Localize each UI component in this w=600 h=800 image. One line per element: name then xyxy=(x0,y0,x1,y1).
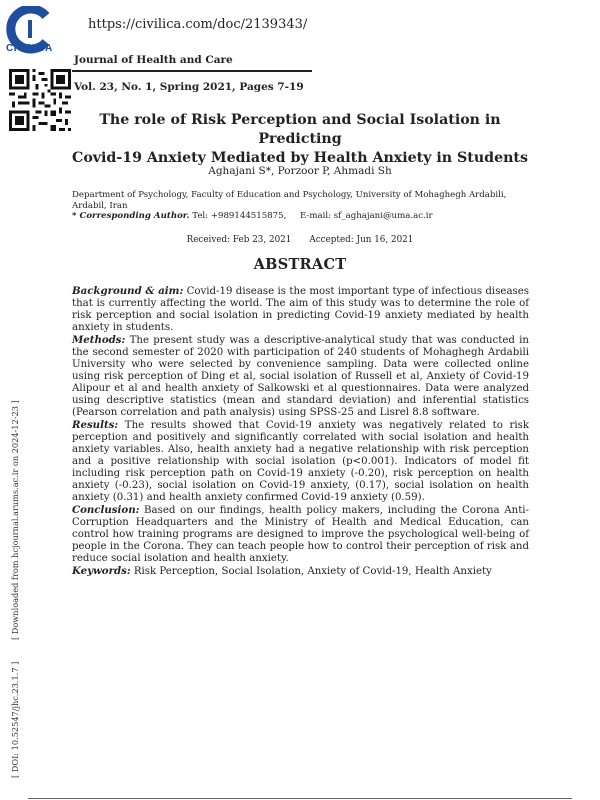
section-text: Based on our findings, health policy makers, including the Corona Anti-Corruption Headquarters and the Ministry of Health and Medical Education, can control how training programs are designed to improve the psychological well-being of people in the Corona. They can teach people how to control their perception of risk and reduce social isolation and health anxiety. xyxy=(72,505,529,564)
volume-info: Vol. 23, No. 1, Spring 2021, Pages 7-19 xyxy=(74,81,304,93)
abstract-background xyxy=(72,285,529,334)
document-url[interactable]: https://civilica.com/doc/2139343/ xyxy=(88,17,308,32)
abstract-body xyxy=(72,285,529,578)
doi-stamp: [ DOI: 10.52547/jhc.23.1.7 ] xyxy=(10,661,20,778)
abstract-heading: ABSTRACT xyxy=(253,256,347,273)
journal-name: Journal of Health and Care xyxy=(74,54,233,66)
section-label: Results: xyxy=(72,419,119,431)
abstract-conclusion xyxy=(72,504,529,565)
section-text: The results showed that Covid-19 anxiety was negatively related to risk perception and positively and significantly correlated with social isolation and health anxiety variables. Also, health anxiety had a negative relationship with risk perception and a positive relationship with social isolation (p<0.001). Indicators of model fit including risk perception path on Covid-19 anxiety (-0.20), risk perception on health anxiety (-0.23), social isolation on Covid-19 anxiety, (0.17), social isolation on health anxiety (0.31) and health anxiety confirmed Covid-19 anxiety (0.59). xyxy=(72,420,529,503)
header-rule xyxy=(72,70,312,72)
footer-rule xyxy=(28,798,572,799)
section-label: Background & aim: xyxy=(72,285,184,297)
section-text: Covid-19 disease is the most important type of infectious diseases that is currently affecting the world. The aim of this study was to determine the role of risk perception and social isolation in predicting Covid-19 anxiety mediated by health anxiety in students. xyxy=(72,286,530,333)
download-stamp: [ Downloaded from hcjournal.arums.ac.ir on 2024-12-23 ] xyxy=(10,400,20,640)
received-date: Received: Feb 23, 2021 xyxy=(186,235,292,245)
article-title xyxy=(60,111,540,168)
section-label: Keywords: xyxy=(72,565,131,577)
accepted-date: Accepted: Jun 16, 2021 xyxy=(309,235,414,245)
title-line-1: The role of Risk Perception and Social Isolation in Predicting xyxy=(99,112,501,147)
dates xyxy=(0,235,600,245)
section-text: Risk Perception, Social Isolation, Anxiety of Covid-19, Health Anxiety xyxy=(130,566,492,577)
abstract-keywords xyxy=(72,565,529,578)
section-label: Methods: xyxy=(72,334,126,346)
corresponding-contact: Tel: +989144515875, E-mail: sf_aghajani@uma.ac.ir xyxy=(189,211,433,221)
abstract-results xyxy=(72,419,529,504)
title-line-2: Covid-19 Anxiety Mediated by Health Anxiety in Students xyxy=(72,150,528,166)
authors: Aghajani S*, Porzoor P, Ahmadi Sh xyxy=(208,165,392,177)
logo-text: CIVILICA xyxy=(6,43,53,54)
affiliation: Department of Psychology, Faculty of Education and Psychology, University of Mohaghegh Ardabili, Ardabil, Iran xyxy=(72,190,507,211)
section-text: The present study was a descriptive-analytical study that was conducted in the second semester of 2020 with participation of 240 students of Mohaghegh Ardabili University who were selected by convenience sampling. Data were collected online using risk perception of Ding et al, social isolation of Russell et al, Anxiety of Covid-19 Alipour et al and health anxiety of Salkowski et al questionnaires. Data were analyzed using descriptive statistics (mean and standard deviation) and inferential statistics (Pearson correlation and path analysis) using SPSS-25 and Lisrel 8.8 software. xyxy=(72,335,529,418)
corresponding-label: * Corresponding Author. xyxy=(72,211,190,221)
corresponding-author xyxy=(72,211,433,221)
abstract-methods xyxy=(72,334,529,419)
section-label: Conclusion: xyxy=(72,504,140,516)
